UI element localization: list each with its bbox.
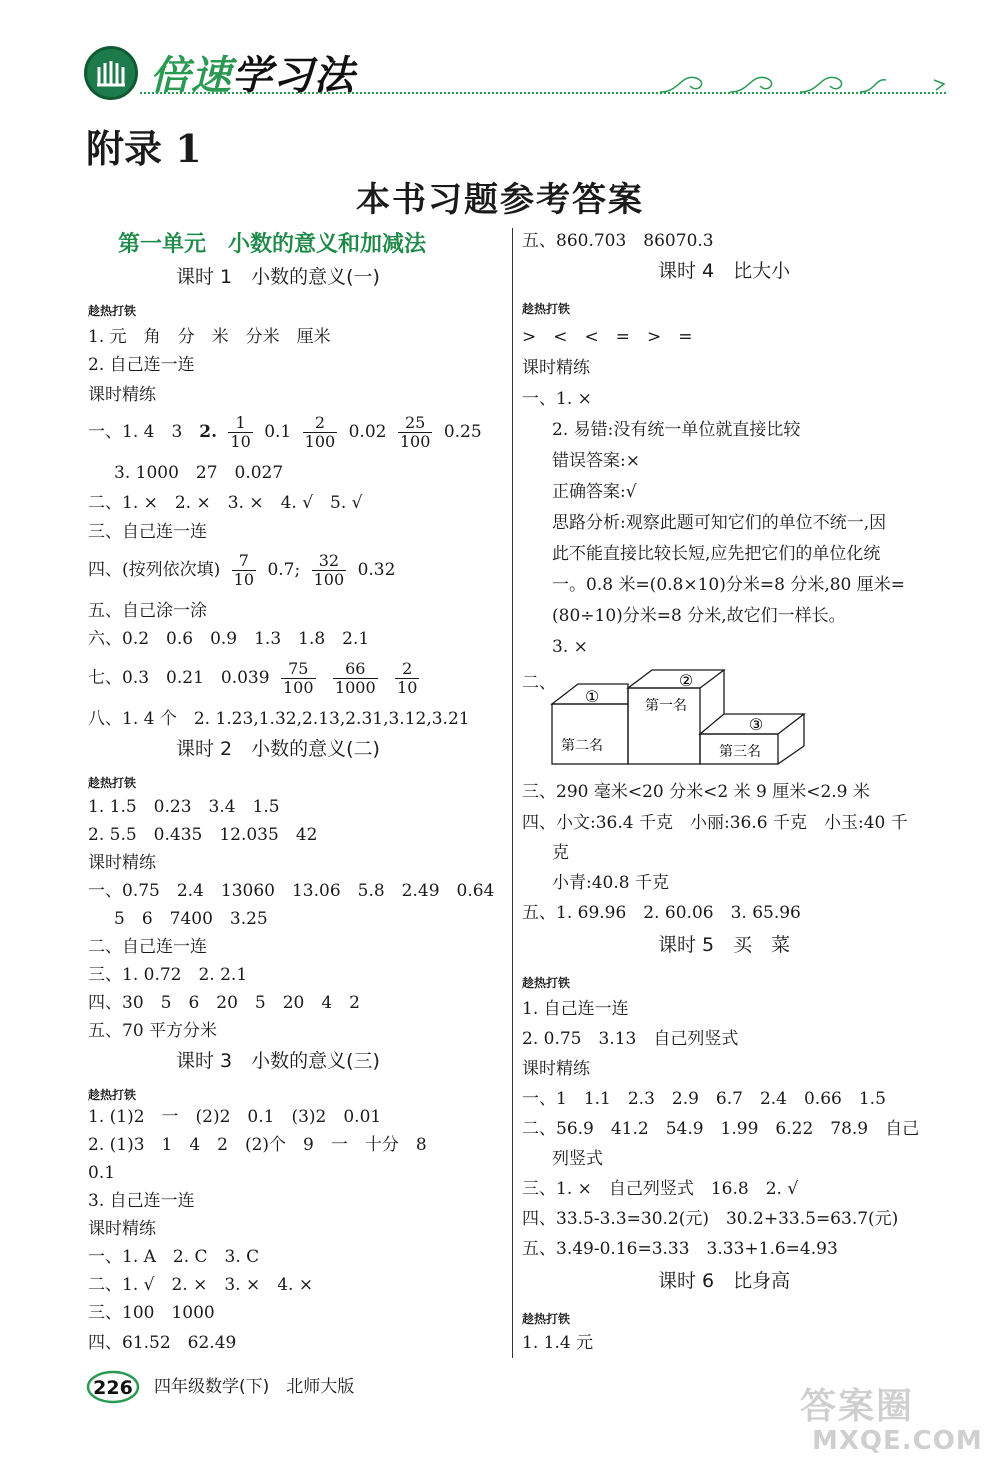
answer-line: 五、70 平方分米 xyxy=(88,1021,218,1041)
brand-dark-text: 学习法 xyxy=(232,53,355,99)
answer-line: 2. (1)3 1 4 2 (2)个 9 一 十分 8 xyxy=(88,1135,427,1155)
answer-line: 此不能直接比较长短,应先把它们的单位化统 xyxy=(552,544,881,564)
numerator: 2 xyxy=(303,414,338,433)
answer-line: 3. 自己连一连 xyxy=(88,1191,195,1211)
lesson-3-title: 课时 3 小数的意义(三) xyxy=(176,1050,380,1072)
fraction xyxy=(395,660,419,697)
answer-line: 四、小文:36.4 千克 小丽:36.6 千克 小玉:40 千 xyxy=(522,813,908,833)
brand-logo-icon xyxy=(84,46,138,100)
answer-line: 二、56.9 41.2 54.9 1.99 6.22 78.9 自己 xyxy=(522,1119,920,1139)
podium-third-label: 第三名 xyxy=(719,744,761,760)
answer-line: 五、1. 69.96 2. 60.06 3. 65.96 xyxy=(522,903,801,923)
answer-line: 三、1. 0.72 2. 2.1 xyxy=(88,965,248,985)
denominator: 100 xyxy=(399,432,431,451)
answer-line: 一。0.8 米=(0.8×10)分米=8 分米,80 厘米= xyxy=(552,575,906,595)
answer-line: 克 xyxy=(552,843,569,863)
numerator: 7 xyxy=(232,552,256,571)
numerator: 2 xyxy=(395,660,419,679)
answer-text: 四、(按列依次填) xyxy=(88,560,221,580)
practice-label: 课时精练 xyxy=(522,1059,590,1079)
answer-line: 1. 自己连一连 xyxy=(522,999,629,1019)
warm-up-label: 趁热打铁 xyxy=(88,304,137,318)
podium-circle-1: ① xyxy=(584,687,600,706)
lesson-5-title: 课时 5 买 菜 xyxy=(658,934,791,956)
answer-line: 三、100 1000 xyxy=(88,1303,215,1323)
unit-title: 第一单元 小数的意义和加减法 xyxy=(118,232,427,257)
fraction xyxy=(398,414,433,451)
denominator: 100 xyxy=(313,570,345,589)
denominator: 10 xyxy=(230,432,251,451)
warm-up-label: 趁热打铁 xyxy=(522,1312,571,1326)
answer-line: 1. 元 角 分 米 分米 厘米 xyxy=(88,327,331,347)
podium-circle-3: ③ xyxy=(748,715,764,734)
answer-line: > < < = > = xyxy=(522,327,693,347)
numerator: 75 xyxy=(281,660,316,679)
answer-line: 正确答案:√ xyxy=(552,482,637,502)
watermark-url: MXQE.COM xyxy=(812,1426,983,1456)
answer-line: 一、1. × xyxy=(522,389,592,409)
practice-label: 课时精练 xyxy=(88,1219,156,1239)
answer-line: 3. 1000 27 0.027 xyxy=(114,463,284,483)
fraction xyxy=(281,660,316,697)
answer-line: 二、自己连一连 xyxy=(88,937,207,957)
answer-line: 五、860.703 86070.3 xyxy=(522,231,714,251)
answer-line: 四、61.52 62.49 xyxy=(88,1333,237,1353)
answer-line: 2. 0.75 3.13 自己列竖式 xyxy=(522,1029,739,1049)
answer-line: 一、1. A 2. C 3. C xyxy=(88,1247,260,1267)
answer-line: 1. 1.5 0.23 3.4 1.5 xyxy=(88,797,280,817)
answer-line: 八、1. 4 个 2. 1.23,1.32,2.13,2.31,3.12,3.21 xyxy=(88,709,470,729)
denominator: 100 xyxy=(304,432,336,451)
podium-second-label: 第二名 xyxy=(561,738,603,754)
answer-line: 二、1. × 2. × 3. × 4. √ 5. √ xyxy=(88,493,363,513)
lesson-6-title: 课时 6 比身高 xyxy=(658,1270,791,1292)
podium-diagram xyxy=(548,666,810,772)
answer-line: 二、 xyxy=(522,673,556,693)
answer-line: 二、1. √ 2. × 3. × 4. × xyxy=(88,1275,314,1295)
answer-line-fractions xyxy=(88,410,482,454)
answer-line: 2. 自己连一连 xyxy=(88,355,195,375)
answer-line: 六、0.2 0.6 0.9 1.3 1.8 2.1 xyxy=(88,629,370,649)
answer-text: 0.7; xyxy=(267,560,301,580)
answer-line: 2. 5.5 0.435 12.035 42 xyxy=(88,825,318,845)
answer-line: 三、自己连一连 xyxy=(88,522,207,542)
denominator: 10 xyxy=(233,570,255,589)
answer-line: 1. 1.4 元 xyxy=(522,1333,594,1353)
fraction xyxy=(228,414,252,451)
answer-text: 0.25 xyxy=(443,422,482,442)
lesson-4-title: 课时 4 比大小 xyxy=(658,260,791,282)
answer-line: 思路分析:观察此题可知它们的单位不统一,因 xyxy=(552,513,887,533)
denominator: 10 xyxy=(397,678,418,697)
answer-text: 0.32 xyxy=(357,560,396,580)
answer-text: 七、0.3 0.21 0.039 xyxy=(88,668,270,688)
answer-line: 五、3.49-0.16=3.33 3.33+1.6=4.93 xyxy=(522,1239,838,1259)
warm-up-label: 趁热打铁 xyxy=(88,1088,137,1102)
answer-text: 0.1 xyxy=(264,422,292,442)
podium-circle-2: ② xyxy=(678,671,694,690)
answer-line: 五、自己涂一涂 xyxy=(88,601,207,621)
answer-line-fractions xyxy=(88,548,395,592)
brand-green-text: 倍速 xyxy=(150,53,232,99)
answer-line: 错误答案:× xyxy=(552,451,640,471)
answer-line: 一、0.75 2.4 13060 13.06 5.8 2.49 0.64 xyxy=(88,881,495,901)
appendix-title: 附录 1 xyxy=(86,126,202,171)
answer-line: 0.1 xyxy=(88,1163,116,1183)
lesson-2-title: 课时 2 小数的意义(二) xyxy=(176,738,380,760)
column-divider xyxy=(512,228,513,1358)
warm-up-label: 趁热打铁 xyxy=(522,302,571,316)
answer-line: 1. (1)2 一 (2)2 0.1 (3)2 0.01 xyxy=(88,1107,382,1127)
fraction xyxy=(333,660,378,697)
page-header xyxy=(0,0,1000,110)
answer-line: 3. × xyxy=(552,637,588,657)
warm-up-label: 趁热打铁 xyxy=(88,776,137,790)
practice-label: 课时精练 xyxy=(88,385,156,405)
answer-line: 四、30 5 6 20 5 20 4 2 xyxy=(88,993,360,1013)
answer-line: 三、290 毫米<20 分米<2 米 9 厘米<2.9 米 xyxy=(522,782,870,802)
watermark-logo: 答案圈 xyxy=(800,1386,915,1427)
numerator: 66 xyxy=(333,660,378,679)
practice-label: 课时精练 xyxy=(88,853,156,873)
answer-line: (80÷10)分米=8 分米,故它们一样长。 xyxy=(552,606,846,626)
numerator: 25 xyxy=(398,414,433,433)
answer-text: 0.02 xyxy=(348,422,387,442)
page-number-badge xyxy=(86,1370,140,1404)
denominator: 100 xyxy=(282,678,314,697)
denominator: 1000 xyxy=(334,678,376,697)
practice-label: 课时精练 xyxy=(522,358,590,378)
answer-text: 一、1. 4 3 xyxy=(88,422,200,442)
answer-line: 三、1. × 自己列竖式 16.8 2. √ xyxy=(522,1179,799,1199)
fraction xyxy=(303,414,338,451)
numerator: 1 xyxy=(228,414,252,433)
answer-line: 2. 易错:没有统一单位就直接比较 xyxy=(552,420,801,440)
answer-line: 列竖式 xyxy=(552,1149,603,1169)
numerator: 32 xyxy=(312,552,347,571)
book-title: 四年级数学(下) 北师大版 xyxy=(154,1377,355,1397)
podium-first-label: 第一名 xyxy=(645,698,687,714)
item-number: 2. xyxy=(199,422,218,442)
lesson-1-title: 课时 1 小数的意义(一) xyxy=(176,266,380,288)
vine-decoration-icon xyxy=(660,66,950,96)
warm-up-label: 趁热打铁 xyxy=(522,976,571,990)
page-title: 本书习题参考答案 xyxy=(356,180,644,220)
answer-line-fractions xyxy=(88,656,425,700)
answer-line: 小青:40.8 千克 xyxy=(552,873,669,893)
fraction xyxy=(312,552,347,589)
fraction xyxy=(232,552,256,589)
answer-line: 5 6 7400 3.25 xyxy=(114,909,268,929)
answer-line: 一、1 1.1 2.3 2.9 6.7 2.4 0.66 1.5 xyxy=(522,1089,886,1109)
answer-line: 四、33.5-3.3=30.2(元) 30.2+33.5=63.7(元) xyxy=(522,1209,899,1229)
page-number: 226 xyxy=(93,1377,133,1399)
